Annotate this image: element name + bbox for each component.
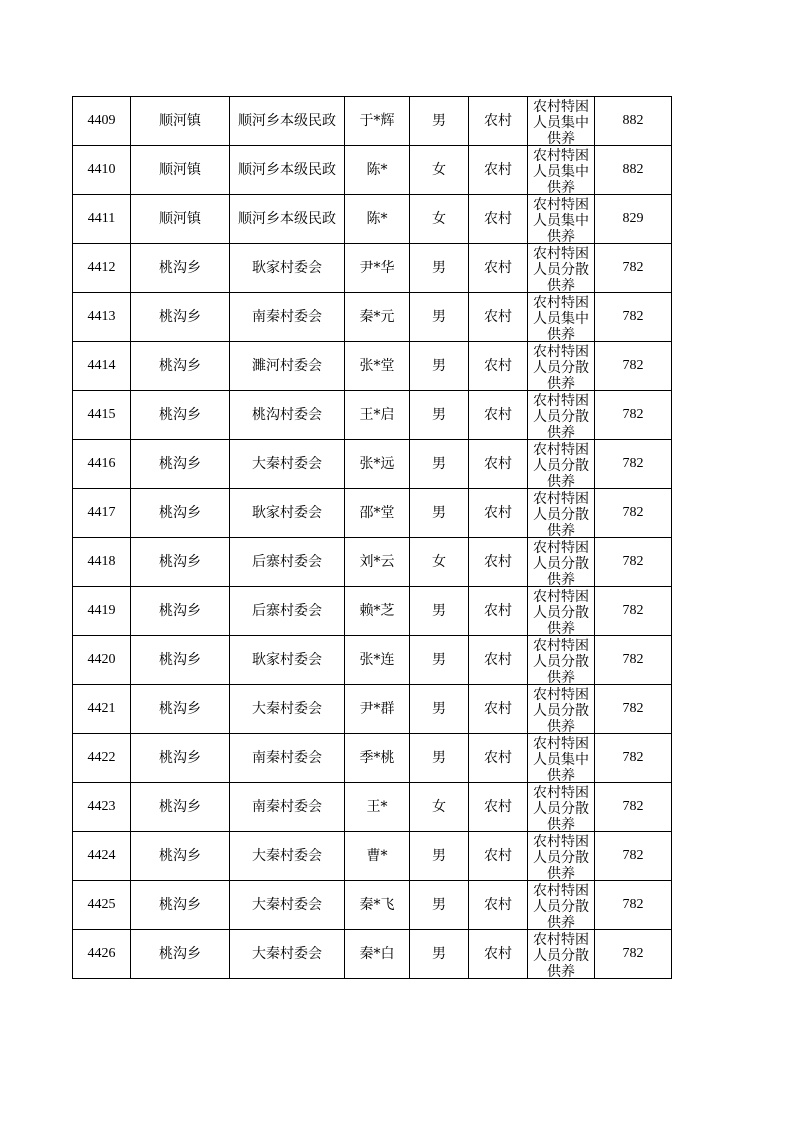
type-wrap — [528, 147, 594, 194]
cell-area: 农村 — [469, 881, 528, 930]
cell-unit: 顺河乡本级民政 — [230, 97, 345, 146]
cell-id: 4417 — [73, 489, 131, 538]
type-text: 农村特困人员分散供养 — [533, 588, 589, 635]
cell-name: 王* — [345, 783, 410, 832]
cell-town: 顺河镇 — [131, 195, 230, 244]
type-text: 农村特困人员分散供养 — [533, 882, 589, 929]
cell-town: 桃沟乡 — [131, 734, 230, 783]
table-row — [73, 195, 672, 244]
cell-type — [528, 440, 595, 489]
table-row — [73, 440, 672, 489]
type-wrap — [528, 686, 594, 733]
table-row — [73, 293, 672, 342]
cell-amount: 782 — [595, 636, 672, 685]
cell-area: 农村 — [469, 685, 528, 734]
cell-gender: 男 — [410, 587, 469, 636]
cell-name: 秦*飞 — [345, 881, 410, 930]
cell-town: 桃沟乡 — [131, 391, 230, 440]
type-wrap — [528, 637, 594, 684]
cell-id: 4421 — [73, 685, 131, 734]
cell-area: 农村 — [469, 734, 528, 783]
cell-area: 农村 — [469, 783, 528, 832]
cell-type — [528, 146, 595, 195]
cell-id: 4420 — [73, 636, 131, 685]
cell-unit: 濉河村委会 — [230, 342, 345, 391]
cell-name: 张*连 — [345, 636, 410, 685]
type-wrap — [528, 245, 594, 292]
cell-gender: 男 — [410, 293, 469, 342]
cell-amount: 882 — [595, 146, 672, 195]
cell-area: 农村 — [469, 97, 528, 146]
cell-id: 4426 — [73, 930, 131, 979]
cell-type — [528, 832, 595, 881]
cell-unit: 大秦村委会 — [230, 930, 345, 979]
type-wrap — [528, 833, 594, 880]
cell-gender: 女 — [410, 783, 469, 832]
type-wrap — [528, 931, 594, 978]
cell-town: 顺河镇 — [131, 97, 230, 146]
type-wrap — [528, 882, 594, 929]
cell-area: 农村 — [469, 195, 528, 244]
table-row — [73, 587, 672, 636]
table-row — [73, 636, 672, 685]
cell-town: 桃沟乡 — [131, 636, 230, 685]
cell-name: 王*启 — [345, 391, 410, 440]
type-wrap — [528, 490, 594, 537]
cell-id: 4412 — [73, 244, 131, 293]
cell-id: 4413 — [73, 293, 131, 342]
type-text: 农村特困人员分散供养 — [533, 931, 589, 978]
table-row — [73, 489, 672, 538]
cell-id: 4410 — [73, 146, 131, 195]
cell-amount: 782 — [595, 832, 672, 881]
cell-type — [528, 734, 595, 783]
table-body — [73, 97, 672, 979]
cell-amount: 782 — [595, 244, 672, 293]
cell-id: 4425 — [73, 881, 131, 930]
cell-gender: 男 — [410, 244, 469, 293]
cell-amount: 782 — [595, 538, 672, 587]
cell-gender: 男 — [410, 440, 469, 489]
cell-amount: 782 — [595, 489, 672, 538]
cell-unit: 耿家村委会 — [230, 489, 345, 538]
cell-town: 桃沟乡 — [131, 783, 230, 832]
type-wrap — [528, 98, 594, 145]
cell-gender: 男 — [410, 391, 469, 440]
table-row — [73, 734, 672, 783]
table-row — [73, 97, 672, 146]
cell-area: 农村 — [469, 636, 528, 685]
table-row — [73, 244, 672, 293]
table-row — [73, 342, 672, 391]
type-text: 农村特困人员分散供养 — [533, 392, 589, 439]
cell-gender: 男 — [410, 685, 469, 734]
cell-unit: 耿家村委会 — [230, 636, 345, 685]
cell-type — [528, 293, 595, 342]
cell-name: 张*远 — [345, 440, 410, 489]
cell-unit: 大秦村委会 — [230, 832, 345, 881]
type-text: 农村特困人员分散供养 — [533, 245, 589, 292]
cell-amount: 782 — [595, 293, 672, 342]
cell-type — [528, 195, 595, 244]
type-wrap — [528, 441, 594, 488]
cell-unit: 桃沟村委会 — [230, 391, 345, 440]
cell-name: 秦*元 — [345, 293, 410, 342]
cell-town: 桃沟乡 — [131, 342, 230, 391]
cell-amount: 782 — [595, 391, 672, 440]
table-row — [73, 881, 672, 930]
cell-name: 曹* — [345, 832, 410, 881]
cell-type — [528, 391, 595, 440]
cell-type — [528, 342, 595, 391]
cell-area: 农村 — [469, 293, 528, 342]
type-wrap — [528, 294, 594, 341]
cell-area: 农村 — [469, 440, 528, 489]
type-wrap — [528, 343, 594, 390]
cell-gender: 男 — [410, 734, 469, 783]
cell-amount: 782 — [595, 440, 672, 489]
cell-name: 尹*群 — [345, 685, 410, 734]
cell-amount: 782 — [595, 783, 672, 832]
cell-town: 桃沟乡 — [131, 538, 230, 587]
type-text: 农村特困人员分散供养 — [533, 686, 589, 733]
cell-gender: 女 — [410, 538, 469, 587]
cell-gender: 男 — [410, 832, 469, 881]
table-row — [73, 685, 672, 734]
cell-name: 秦*白 — [345, 930, 410, 979]
cell-unit: 南秦村委会 — [230, 783, 345, 832]
cell-unit: 南秦村委会 — [230, 293, 345, 342]
cell-name: 季*桃 — [345, 734, 410, 783]
cell-area: 农村 — [469, 391, 528, 440]
table-row — [73, 783, 672, 832]
cell-town: 桃沟乡 — [131, 930, 230, 979]
cell-town: 桃沟乡 — [131, 293, 230, 342]
cell-type — [528, 489, 595, 538]
cell-gender: 男 — [410, 342, 469, 391]
type-text: 农村特困人员分散供养 — [533, 490, 589, 537]
cell-gender: 女 — [410, 195, 469, 244]
type-text: 农村特困人员分散供养 — [533, 343, 589, 390]
cell-town: 顺河镇 — [131, 146, 230, 195]
cell-area: 农村 — [469, 930, 528, 979]
table-row — [73, 391, 672, 440]
cell-id: 4418 — [73, 538, 131, 587]
cell-type — [528, 685, 595, 734]
cell-amount: 782 — [595, 685, 672, 734]
cell-type — [528, 930, 595, 979]
type-wrap — [528, 735, 594, 782]
cell-amount: 782 — [595, 587, 672, 636]
cell-type — [528, 783, 595, 832]
cell-amount: 782 — [595, 881, 672, 930]
cell-town: 桃沟乡 — [131, 832, 230, 881]
cell-unit: 耿家村委会 — [230, 244, 345, 293]
cell-gender: 男 — [410, 636, 469, 685]
type-wrap — [528, 392, 594, 439]
cell-area: 农村 — [469, 342, 528, 391]
cell-id: 4414 — [73, 342, 131, 391]
cell-name: 刘*云 — [345, 538, 410, 587]
cell-unit: 大秦村委会 — [230, 440, 345, 489]
beneficiary-table — [72, 96, 672, 979]
cell-name: 陈* — [345, 195, 410, 244]
cell-amount: 782 — [595, 342, 672, 391]
cell-name: 尹*华 — [345, 244, 410, 293]
table-row — [73, 146, 672, 195]
cell-name: 邵*堂 — [345, 489, 410, 538]
cell-name: 于*辉 — [345, 97, 410, 146]
cell-id: 4419 — [73, 587, 131, 636]
cell-unit: 大秦村委会 — [230, 685, 345, 734]
type-text: 农村特困人员分散供养 — [533, 637, 589, 684]
cell-id: 4416 — [73, 440, 131, 489]
cell-unit: 后寨村委会 — [230, 538, 345, 587]
cell-id: 4423 — [73, 783, 131, 832]
cell-gender: 男 — [410, 930, 469, 979]
cell-amount: 782 — [595, 734, 672, 783]
type-wrap — [528, 784, 594, 831]
cell-area: 农村 — [469, 244, 528, 293]
type-text: 农村特困人员集中供养 — [533, 98, 589, 145]
cell-town: 桃沟乡 — [131, 489, 230, 538]
cell-gender: 男 — [410, 489, 469, 538]
cell-unit: 顺河乡本级民政 — [230, 146, 345, 195]
cell-type — [528, 538, 595, 587]
cell-area: 农村 — [469, 489, 528, 538]
cell-amount: 782 — [595, 930, 672, 979]
cell-gender: 女 — [410, 146, 469, 195]
cell-type — [528, 636, 595, 685]
cell-unit: 大秦村委会 — [230, 881, 345, 930]
cell-town: 桃沟乡 — [131, 440, 230, 489]
cell-name: 赖*芝 — [345, 587, 410, 636]
cell-area: 农村 — [469, 146, 528, 195]
cell-type — [528, 244, 595, 293]
table-row — [73, 832, 672, 881]
cell-unit: 顺河乡本级民政 — [230, 195, 345, 244]
type-text: 农村特困人员分散供养 — [533, 441, 589, 488]
cell-type — [528, 881, 595, 930]
type-text: 农村特困人员分散供养 — [533, 784, 589, 831]
cell-type — [528, 97, 595, 146]
type-text: 农村特困人员集中供养 — [533, 196, 589, 243]
cell-id: 4422 — [73, 734, 131, 783]
cell-type — [528, 587, 595, 636]
table-row — [73, 930, 672, 979]
cell-gender: 男 — [410, 881, 469, 930]
cell-amount: 829 — [595, 195, 672, 244]
cell-id: 4424 — [73, 832, 131, 881]
cell-gender: 男 — [410, 97, 469, 146]
cell-unit: 后寨村委会 — [230, 587, 345, 636]
type-text: 农村特困人员集中供养 — [533, 147, 589, 194]
type-wrap — [528, 539, 594, 586]
cell-id: 4409 — [73, 97, 131, 146]
type-text: 农村特困人员集中供养 — [533, 294, 589, 341]
cell-name: 陈* — [345, 146, 410, 195]
cell-town: 桃沟乡 — [131, 587, 230, 636]
type-text: 农村特困人员集中供养 — [533, 735, 589, 782]
cell-area: 农村 — [469, 832, 528, 881]
cell-town: 桃沟乡 — [131, 685, 230, 734]
cell-name: 张*堂 — [345, 342, 410, 391]
cell-town: 桃沟乡 — [131, 881, 230, 930]
cell-id: 4415 — [73, 391, 131, 440]
cell-town: 桃沟乡 — [131, 244, 230, 293]
table-row — [73, 538, 672, 587]
type-text: 农村特困人员分散供养 — [533, 833, 589, 880]
cell-amount: 882 — [595, 97, 672, 146]
cell-unit: 南秦村委会 — [230, 734, 345, 783]
cell-area: 农村 — [469, 538, 528, 587]
type-wrap — [528, 588, 594, 635]
type-wrap — [528, 196, 594, 243]
cell-id: 4411 — [73, 195, 131, 244]
cell-area: 农村 — [469, 587, 528, 636]
type-text: 农村特困人员分散供养 — [533, 539, 589, 586]
